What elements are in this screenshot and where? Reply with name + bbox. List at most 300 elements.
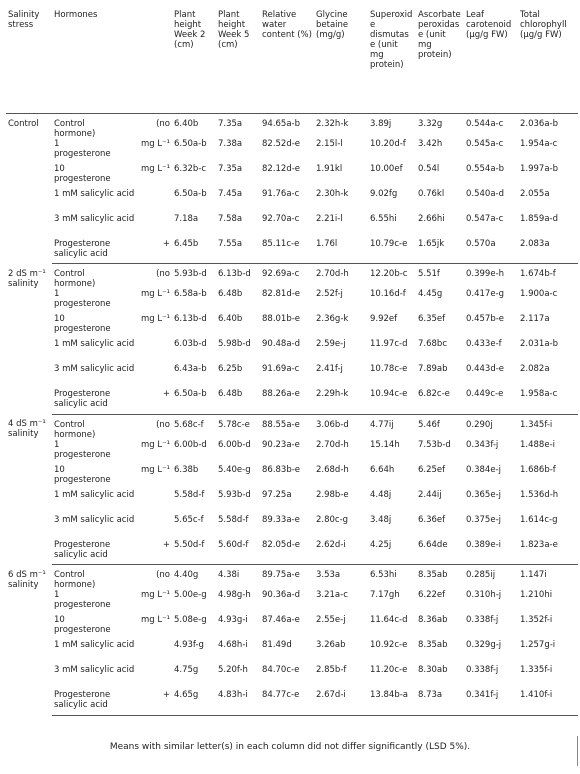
hormone-part: + (162, 238, 170, 249)
salinity-stress-cell: Control (8, 118, 39, 129)
value-cell: 0.384e-j (466, 464, 501, 475)
value-cell: 2.32h-k (316, 118, 349, 129)
header-superoxide-dismutase: Superoxide dismutase (unit mg protein) (368, 8, 416, 113)
value-cell: 5.98b-d (218, 339, 251, 349)
hormone-part: 3 mM salicylic acid (54, 364, 135, 374)
value-cell: 92.69a-c (262, 269, 300, 279)
value-cell: 97.25a (262, 489, 292, 500)
value-cell: 4.65g (172, 690, 216, 715)
value-cell: 2.082a (520, 364, 550, 374)
value-cell: 6.53hi (370, 570, 397, 580)
value-cell: 94.65a-b (262, 118, 301, 129)
value-cell: 2.29h-k (314, 389, 368, 414)
value-cell: 6.00b-d (174, 439, 207, 450)
value-cell: 0.343f-j (466, 439, 499, 450)
hormone-line (54, 490, 170, 500)
value-cell: 0.54l (418, 163, 440, 174)
value-cell: 4.25j (368, 540, 416, 565)
hormone-part: (no (156, 118, 170, 129)
value-cell: 6.48b (218, 289, 243, 299)
hormone-line (54, 590, 170, 600)
hormone-part: progesterone (54, 173, 111, 184)
value-cell: 8.35ab (418, 640, 448, 650)
hormone-line (54, 540, 170, 550)
value-cell: 2.70d-h (316, 269, 349, 279)
hormone-line (54, 164, 170, 174)
hormone-line (54, 269, 170, 279)
hormone-part: 3 mM salicylic acid (54, 665, 135, 675)
value-cell: 1.859a-d (520, 213, 559, 224)
value-cell: 0.338f-j (466, 615, 499, 625)
value-cell: 0.457b-e (466, 314, 505, 324)
value-cell: 9.02fg (370, 188, 398, 199)
value-cell: 4.93f-g (174, 640, 204, 650)
hormone-part: progesterone (54, 148, 111, 159)
value-cell: 6.48b (216, 389, 260, 414)
value-cell: 1.210hi (520, 590, 553, 600)
hormone-part: Progesterone (54, 238, 111, 249)
hormone-line (54, 239, 170, 249)
hormone-part: progesterone (54, 474, 111, 485)
value-cell: 7.55a (216, 239, 260, 264)
value-cell: 3.26ab (316, 640, 346, 650)
header-relative-water: Relative water content (%) (260, 8, 314, 113)
hormone-line (54, 339, 170, 349)
value-cell: 3.42h (418, 138, 443, 149)
hormone-part: hormone) (54, 580, 96, 590)
value-cell: 12.20b-c (370, 269, 408, 279)
value-cell: 6.00b-d (218, 439, 251, 450)
hormone-part: 1 (54, 439, 60, 450)
hormone-cell (52, 615, 172, 640)
value-cell: 6.43a-b (174, 364, 207, 374)
value-cell: 0.544a-c (466, 118, 504, 129)
value-cell: 0.399e-h (466, 269, 505, 279)
hormone-part: progesterone (54, 449, 111, 460)
header-hormones: Hormones (52, 8, 172, 113)
value-cell: 10.20d-f (370, 138, 406, 149)
value-cell: 3.06b-d (316, 419, 349, 430)
hormone-part: + (162, 389, 170, 399)
hormone-cell (52, 264, 172, 290)
table-row (6, 139, 578, 164)
hormone-cell (52, 665, 172, 690)
table-row (6, 440, 578, 465)
value-cell: 1.65jk (416, 239, 464, 264)
value-cell: 3.89j (370, 118, 392, 129)
hormone-part: mg L⁻¹ (140, 464, 170, 475)
value-cell: 1.997a-b (520, 163, 559, 174)
hormone-line (54, 139, 170, 149)
value-cell: 7.18a (174, 213, 199, 224)
value-cell: 2.036a-b (520, 118, 559, 129)
hormone-part: mg L⁻¹ (140, 138, 170, 149)
value-cell: 0.570a (464, 239, 518, 264)
hormone-part: 3 mM salicylic acid (54, 514, 135, 525)
value-cell: 2.68d-h (316, 464, 349, 475)
hormone-part: Progesterone (54, 389, 111, 399)
hormone-part: 10 (54, 314, 65, 324)
value-cell: 92.70a-c (262, 213, 300, 224)
value-cell: 0.338f-j (466, 665, 499, 675)
value-cell: 87.46a-e (262, 615, 300, 625)
hormone-line (54, 515, 170, 525)
header-height-week2: Plant height Week 2 (cm) (172, 8, 216, 113)
table-row (6, 314, 578, 339)
hormone-part: mg L⁻¹ (140, 163, 170, 174)
hormone-part: 1 mM salicylic acid (54, 489, 135, 500)
header-row (6, 8, 578, 113)
table-row (6, 239, 578, 264)
value-cell: 0.329g-j (466, 640, 502, 650)
hormone-part: progesterone (54, 625, 111, 635)
hormone-part: salicylic acid (54, 700, 108, 710)
value-cell: 0.290j (466, 419, 493, 430)
hormone-part: hormone) (54, 128, 96, 139)
hormone-cell (52, 540, 172, 565)
header-total-chlorophyll: Total chlorophyll (µg/g FW) (518, 8, 578, 113)
value-cell: 1.352f-i (520, 615, 553, 625)
value-cell: 5.65c-f (174, 514, 204, 525)
value-cell: 0.547a-c (466, 213, 504, 224)
value-cell: 4.98g-h (218, 590, 251, 600)
table-row (6, 113, 578, 139)
value-cell: 2.52f-j (316, 289, 343, 299)
hormone-cell (52, 490, 172, 515)
hormone-part: 10 (54, 464, 65, 475)
hormone-part: + (162, 690, 170, 700)
table-row (6, 665, 578, 690)
hormone-part: salicylic acid (54, 399, 108, 409)
value-cell: 2.98b-e (316, 489, 349, 500)
value-cell: 10.00ef (370, 163, 403, 174)
table-footnote: Means with similar letter(s) in each column did not differ significantly (LSD 5%). (109, 742, 471, 752)
value-cell: 82.05d-e (260, 540, 314, 565)
value-cell: 6.25b (218, 364, 243, 374)
hormone-part: hormone) (54, 279, 96, 289)
value-cell: 1.76l (314, 239, 368, 264)
value-cell: 5.68c-f (174, 419, 204, 430)
value-cell: 7.68bc (418, 339, 447, 349)
table-row (6, 690, 578, 715)
value-cell: 6.40b (174, 118, 199, 129)
hormone-cell (52, 690, 172, 715)
hormone-part: 3 mM salicylic acid (54, 213, 135, 224)
value-cell: 7.17gh (370, 590, 400, 600)
value-cell: 8.36ab (418, 615, 448, 625)
salinity-stress-cell: 2 dS m⁻¹ salinity (8, 268, 46, 289)
value-cell: 90.36a-d (262, 590, 301, 600)
value-cell: 82.52d-e (262, 138, 301, 149)
hormone-cell (52, 414, 172, 440)
hormone-part: 1 (54, 138, 60, 149)
hormone-part: progesterone (54, 299, 111, 309)
hormone-cell (52, 239, 172, 264)
hormone-part: Control (54, 570, 85, 580)
value-cell: 0.545a-c (466, 138, 504, 149)
value-cell: 4.77ij (370, 419, 394, 430)
table-row (6, 465, 578, 490)
value-cell: 88.26a-e (260, 389, 314, 414)
value-cell: 7.35a (218, 163, 243, 174)
value-cell: 2.21i-l (316, 213, 343, 224)
hormone-part: (no (156, 269, 170, 279)
value-cell: 5.93b-d (218, 489, 251, 500)
value-cell: 2.15l-l (316, 138, 343, 149)
table-row (6, 164, 578, 189)
value-cell: 5.20f-h (218, 665, 248, 675)
hormone-cell (52, 214, 172, 239)
value-cell: 1.335f-i (520, 665, 553, 675)
value-cell: 5.46f (418, 419, 440, 430)
hormone-part: Control (54, 419, 85, 430)
value-cell: 3.48j (370, 514, 392, 525)
value-cell: 6.64h (370, 464, 395, 475)
value-cell: 0.554a-b (466, 163, 505, 174)
value-cell: 4.45g (418, 289, 443, 299)
hormone-line (54, 364, 170, 374)
value-cell: 6.64de (416, 540, 464, 565)
value-cell: 6.35ef (418, 314, 446, 324)
hormone-cell (52, 640, 172, 665)
value-cell: 0.341f-j (464, 690, 518, 715)
value-cell: 4.93g-i (218, 615, 248, 625)
value-cell: 85.11c-e (260, 239, 314, 264)
value-cell: 6.32b-c (174, 163, 207, 174)
value-cell: 1.674b-f (520, 269, 556, 279)
hormone-cell (52, 440, 172, 465)
value-cell: 6.13b-d (218, 269, 251, 279)
hormone-cell (52, 465, 172, 490)
value-cell: 10.94c-e (368, 389, 416, 414)
table-row (6, 414, 578, 440)
table-row (6, 590, 578, 615)
value-cell: 6.50a-b (174, 188, 207, 199)
value-cell: 0.310h-j (466, 590, 502, 600)
table-row (6, 540, 578, 565)
value-cell: 0.389e-i (464, 540, 518, 565)
value-cell: 1.488e-i (520, 439, 555, 450)
hormone-cell (52, 515, 172, 540)
table-row (6, 515, 578, 540)
hormone-cell (52, 565, 172, 591)
value-cell: 7.38a (218, 138, 243, 149)
value-cell: 1.614c-g (520, 514, 558, 525)
hormone-line (54, 570, 170, 580)
value-cell: 89.75a-e (262, 570, 300, 580)
value-cell: 2.85b-f (316, 665, 347, 675)
hormone-line (54, 119, 170, 129)
hormone-part: Progesterone (54, 690, 111, 700)
value-cell: 8.73a (416, 690, 464, 715)
hormone-line (54, 214, 170, 224)
hormone-part: salicylic acid (54, 248, 108, 259)
value-cell: 82.12d-e (262, 163, 301, 174)
table-row (6, 189, 578, 214)
table-row (6, 565, 578, 591)
header-glycine-betaine: Glycine betaine (mg/g) (314, 8, 368, 113)
hormone-cell (52, 139, 172, 164)
value-cell: 84.77c-e (260, 690, 314, 715)
value-cell: 91.69a-c (262, 364, 300, 374)
table-row (6, 615, 578, 640)
hormone-line (54, 440, 170, 450)
value-cell: 5.58d-f (218, 514, 249, 525)
value-cell: 10.78c-e (370, 364, 408, 374)
value-cell: 6.13b-d (174, 314, 207, 324)
value-cell: 6.03b-d (174, 339, 207, 349)
value-cell: 2.44ij (418, 489, 442, 500)
hormone-part: progesterone (54, 600, 111, 610)
value-cell: 2.67d-i (314, 690, 368, 715)
value-cell: 13.84b-a (368, 690, 416, 715)
hormone-part: mg L⁻¹ (140, 314, 170, 324)
hormone-line (54, 314, 170, 324)
hormone-part: (no (156, 419, 170, 430)
header-height-week5: Plant height Week 5 (cm) (216, 8, 260, 113)
value-cell: 0.433e-f (466, 339, 502, 349)
value-cell: 2.117a (520, 314, 550, 324)
hormone-line (54, 420, 170, 430)
value-cell: 2.55e-j (316, 615, 346, 625)
value-cell: 5.50d-f (172, 540, 216, 565)
value-cell: 0.449c-e (464, 389, 518, 414)
hormone-part: 1 mM salicylic acid (54, 188, 135, 199)
hormone-part: Control (54, 269, 85, 279)
value-cell: 6.45b (172, 239, 216, 264)
hormone-cell (52, 113, 172, 139)
salinity-stress-cell: 4 dS m⁻¹ salinity (8, 419, 46, 439)
hormone-cell (52, 189, 172, 214)
hormone-part: (no (156, 570, 170, 580)
value-cell: 1.900a-c (520, 289, 558, 299)
hormone-cell (52, 339, 172, 364)
hormone-cell (52, 164, 172, 189)
results-table (6, 8, 578, 716)
value-cell: 2.083a (518, 239, 578, 264)
value-cell: 1.257g-i (520, 640, 556, 650)
hormone-part: hormone) (54, 429, 96, 440)
hormone-part: 1 mM salicylic acid (54, 339, 135, 349)
hormone-part: mg L⁻¹ (140, 615, 170, 625)
value-cell: 8.35ab (418, 570, 448, 580)
hormone-part: 1 (54, 289, 60, 299)
table-row (6, 389, 578, 414)
hormone-line (54, 615, 170, 625)
hormone-cell (52, 314, 172, 339)
value-cell: 7.53b-d (418, 439, 451, 450)
value-cell: 2.41f-j (316, 364, 343, 374)
value-cell: 11.20c-e (370, 665, 408, 675)
value-cell: 1.410f-i (518, 690, 578, 715)
table-row (6, 339, 578, 364)
hormone-line (54, 289, 170, 299)
value-cell: 84.70c-e (262, 665, 300, 675)
value-cell: 5.40e-g (218, 464, 251, 475)
value-cell: 0.76kl (418, 188, 445, 199)
value-cell: 15.14h (370, 439, 400, 450)
value-cell: 2.30h-k (316, 188, 349, 199)
value-cell: 5.58d-f (174, 489, 205, 500)
value-cell: 8.30ab (418, 665, 448, 675)
hormone-line (54, 189, 170, 199)
value-cell: 82.81d-e (262, 289, 301, 299)
value-cell: 0.285ij (466, 570, 496, 580)
value-cell: 1.958a-c (518, 389, 578, 414)
hormone-part: mg L⁻¹ (140, 289, 170, 299)
value-cell: 10.92c-e (370, 640, 408, 650)
hormone-cell (52, 364, 172, 389)
value-cell: 10.16d-f (370, 289, 406, 299)
value-cell: 6.38b (174, 464, 199, 475)
value-cell: 7.35a (218, 118, 243, 129)
value-cell: 11.97c-d (370, 339, 408, 349)
value-cell: 4.38i (218, 570, 240, 580)
value-cell: 10.79c-e (368, 239, 416, 264)
value-cell: 7.58a (218, 213, 243, 224)
value-cell: 7.89ab (418, 364, 448, 374)
table-row (6, 364, 578, 389)
value-cell: 2.80c-g (316, 514, 349, 525)
hormone-part: Control (54, 118, 85, 129)
value-cell: 2.59e-j (316, 339, 346, 349)
hormone-line (54, 465, 170, 475)
value-cell: 6.55hi (370, 213, 397, 224)
value-cell: 6.50a-b (172, 389, 216, 414)
value-cell: 1.91kl (316, 163, 343, 174)
hormone-part: 10 (54, 163, 65, 174)
hormone-cell (52, 289, 172, 314)
hormone-line (54, 690, 170, 700)
value-cell: 11.64c-d (370, 615, 408, 625)
value-cell: 2.66hi (418, 213, 445, 224)
hormone-cell (52, 389, 172, 414)
value-cell: 4.40g (174, 570, 199, 580)
value-cell: 2.70d-h (316, 439, 349, 450)
value-cell: 4.68h-i (218, 640, 248, 650)
value-cell: 5.60d-f (216, 540, 260, 565)
table-row (6, 490, 578, 515)
value-cell: 5.08e-g (174, 615, 207, 625)
value-cell: 81.49d (262, 640, 292, 650)
value-cell: 5.00e-g (174, 590, 207, 600)
table-row (6, 640, 578, 665)
hormone-line (54, 665, 170, 675)
hormone-part: Progesterone (54, 539, 111, 550)
value-cell: 4.48j (370, 489, 392, 500)
header-salinity: Salinity stress (6, 8, 52, 113)
value-cell: 5.78c-e (218, 419, 250, 430)
value-cell: 2.62d-i (314, 540, 368, 565)
hormone-part: progesterone (54, 324, 111, 334)
value-cell: 0.365e-j (466, 489, 501, 500)
value-cell: 5.93b-d (174, 269, 207, 279)
value-cell: 4.75g (174, 665, 199, 675)
table-row (6, 264, 578, 290)
value-cell: 2.36g-k (316, 314, 349, 324)
value-cell: 7.45a (218, 188, 243, 199)
value-cell: 1.147i (520, 570, 547, 580)
hormone-part: 1 (54, 590, 60, 600)
value-cell: 2.055a (520, 188, 550, 199)
value-cell: 90.48a-d (262, 339, 301, 349)
value-cell: 1.686b-f (520, 464, 556, 475)
table-row (6, 289, 578, 314)
hormone-part: 10 (54, 615, 65, 625)
value-cell: 90.23a-e (262, 439, 300, 450)
value-cell: 6.22ef (418, 590, 446, 600)
hormone-part: salicylic acid (54, 549, 108, 560)
